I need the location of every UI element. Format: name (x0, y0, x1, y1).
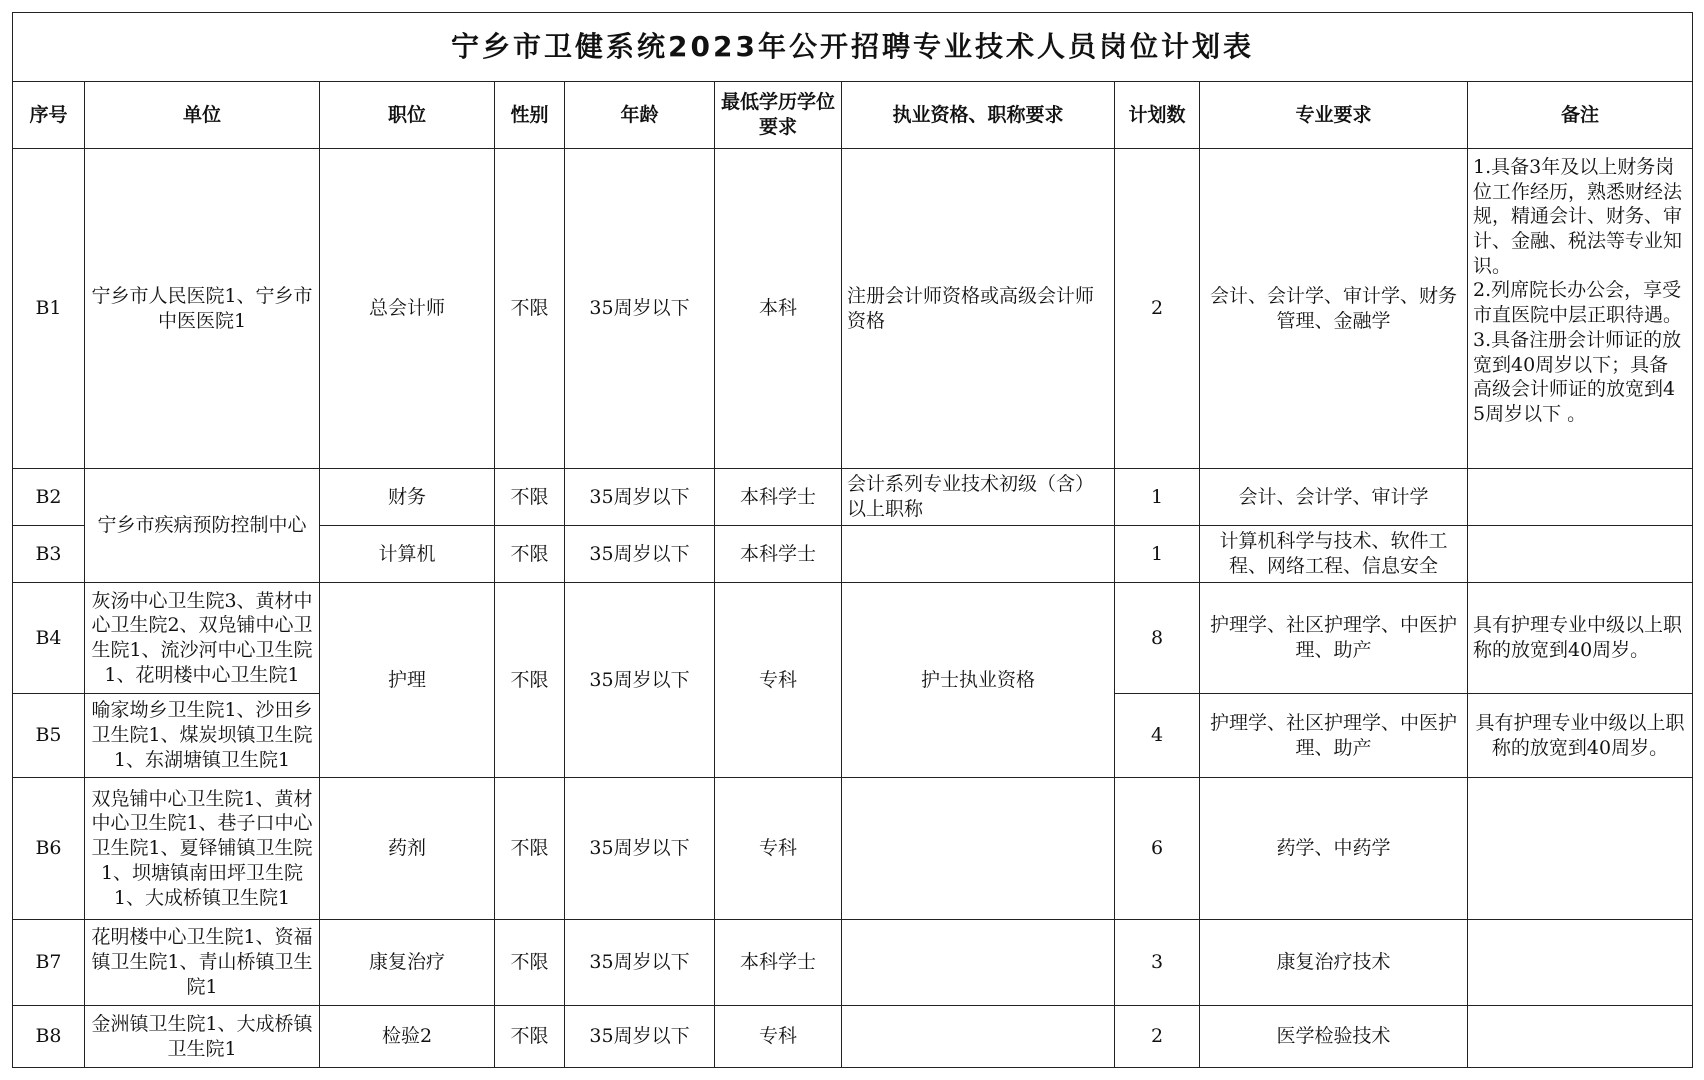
count-cell: 1 (1115, 469, 1200, 526)
table-row-b6 (13, 778, 1693, 920)
header-row (13, 82, 1693, 149)
count-cell: 8 (1115, 583, 1200, 694)
count-cell: 6 (1115, 778, 1200, 920)
recruitment-plan-document (12, 12, 1692, 1068)
education-cell: 专科 (715, 1006, 842, 1068)
unit-cell: 宁乡市疾病预防控制中心 (85, 469, 320, 583)
gender-cell: 不限 (495, 469, 565, 526)
position-cell: 康复治疗 (320, 920, 495, 1006)
gender-cell: 不限 (495, 583, 565, 778)
page-title: 宁乡市卫健系统2023年公开招聘专业技术人员岗位计划表 (13, 13, 1693, 82)
seq-cell: B3 (13, 526, 85, 583)
unit-cell: 双凫铺中心卫生院1、黄材中心卫生院1、巷子口中心卫生院1、夏铎铺镇卫生院1、坝塘镇南田坪卫生院1、大成桥镇卫生院1 (85, 778, 320, 920)
major-cell: 康复治疗技术 (1200, 920, 1468, 1006)
header-gender: 性别 (495, 82, 565, 149)
count-cell: 2 (1115, 149, 1200, 469)
remark-item-3: 3.具备注册会计师证的放宽到40周岁以下；具备高级会计师证的放宽到45周岁以下 。 (1473, 328, 1682, 425)
remark-cell (1468, 149, 1693, 469)
header-position: 职位 (320, 82, 495, 149)
age-cell: 35周岁以下 (565, 583, 715, 778)
qualification-cell (842, 1006, 1115, 1068)
age-cell: 35周岁以下 (565, 149, 715, 469)
title-row (13, 13, 1693, 82)
qualification-cell: 注册会计师资格或高级会计师资格 (842, 149, 1115, 469)
qualification-cell (842, 526, 1115, 583)
count-cell: 2 (1115, 1006, 1200, 1068)
remark-cell (1468, 920, 1693, 1006)
remark-item-2: 2.列席院长办公会，享受市直医院中层正职待遇。 (1473, 279, 1683, 327)
qualification-cell (842, 778, 1115, 920)
header-major: 专业要求 (1200, 82, 1468, 149)
major-cell: 计算机科学与技术、软件工程、网络工程、信息安全 (1200, 526, 1468, 583)
seq-cell: B2 (13, 469, 85, 526)
gender-cell: 不限 (495, 920, 565, 1006)
header-count: 计划数 (1115, 82, 1200, 149)
table-row-b7 (13, 920, 1693, 1006)
table-row-b1 (13, 149, 1693, 469)
seq-cell: B7 (13, 920, 85, 1006)
position-cell: 检验2 (320, 1006, 495, 1068)
age-cell: 35周岁以下 (565, 778, 715, 920)
seq-cell: B6 (13, 778, 85, 920)
header-age: 年龄 (565, 82, 715, 149)
remark-cell (1468, 778, 1693, 920)
header-seq: 序号 (13, 82, 85, 149)
recruitment-plan-table (12, 12, 1693, 1068)
gender-cell: 不限 (495, 1006, 565, 1068)
major-cell: 药学、中药学 (1200, 778, 1468, 920)
age-cell: 35周岁以下 (565, 920, 715, 1006)
major-cell: 护理学、社区护理学、中医护理、助产 (1200, 583, 1468, 694)
position-cell: 护理 (320, 583, 495, 778)
position-cell: 药剂 (320, 778, 495, 920)
table-row-b8 (13, 1006, 1693, 1068)
unit-cell: 金洲镇卫生院1、大成桥镇卫生院1 (85, 1006, 320, 1068)
table-row-b4 (13, 583, 1693, 694)
unit-cell: 宁乡市人民医院1、宁乡市中医医院1 (85, 149, 320, 469)
major-cell: 会计、会计学、审计学 (1200, 469, 1468, 526)
major-cell: 医学检验技术 (1200, 1006, 1468, 1068)
header-education: 最低学历学位要求 (715, 82, 842, 149)
count-cell: 4 (1115, 694, 1200, 778)
remark-cell: 具有护理专业中级以上职称的放宽到40周岁。 (1468, 694, 1693, 778)
remark-cell (1468, 1006, 1693, 1068)
qualification-cell: 会计系列专业技术初级（含）以上职称 (842, 469, 1115, 526)
seq-cell: B5 (13, 694, 85, 778)
unit-cell: 灰汤中心卫生院3、黄材中心卫生院2、双凫铺中心卫生院1、流沙河中心卫生院1、花明楼中心卫生院1 (85, 583, 320, 694)
gender-cell: 不限 (495, 526, 565, 583)
header-unit: 单位 (85, 82, 320, 149)
qualification-cell: 护士执业资格 (842, 583, 1115, 778)
header-remark: 备注 (1468, 82, 1693, 149)
age-cell: 35周岁以下 (565, 1006, 715, 1068)
education-cell: 专科 (715, 583, 842, 778)
education-cell: 本科 (715, 149, 842, 469)
position-cell: 计算机 (320, 526, 495, 583)
count-cell: 1 (1115, 526, 1200, 583)
education-cell: 本科学士 (715, 526, 842, 583)
unit-cell: 喻家坳乡卫生院1、沙田乡卫生院1、煤炭坝镇卫生院1、东湖塘镇卫生院1 (85, 694, 320, 778)
remark-cell: 具有护理专业中级以上职称的放宽到40周岁。 (1468, 583, 1693, 694)
major-cell: 会计、会计学、审计学、财务管理、金融学 (1200, 149, 1468, 469)
seq-cell: B1 (13, 149, 85, 469)
position-cell: 总会计师 (320, 149, 495, 469)
seq-cell: B8 (13, 1006, 85, 1068)
remark-item-1: 1.具备3年及以上财务岗位工作经历，熟悉财经法规，精通会计、财务、审计、金融、税法等专业知识。 (1473, 156, 1683, 277)
count-cell: 3 (1115, 920, 1200, 1006)
unit-cell: 花明楼中心卫生院1、资福镇卫生院1、青山桥镇卫生院1 (85, 920, 320, 1006)
remark-cell (1468, 469, 1693, 526)
qualification-cell (842, 920, 1115, 1006)
header-qualification: 执业资格、职称要求 (842, 82, 1115, 149)
education-cell: 本科学士 (715, 920, 842, 1006)
major-cell: 护理学、社区护理学、中医护理、助产 (1200, 694, 1468, 778)
gender-cell: 不限 (495, 778, 565, 920)
seq-cell: B4 (13, 583, 85, 694)
position-cell: 财务 (320, 469, 495, 526)
age-cell: 35周岁以下 (565, 469, 715, 526)
gender-cell: 不限 (495, 149, 565, 469)
table-row-b2 (13, 469, 1693, 526)
remark-cell (1468, 526, 1693, 583)
age-cell: 35周岁以下 (565, 526, 715, 583)
education-cell: 专科 (715, 778, 842, 920)
education-cell: 本科学士 (715, 469, 842, 526)
